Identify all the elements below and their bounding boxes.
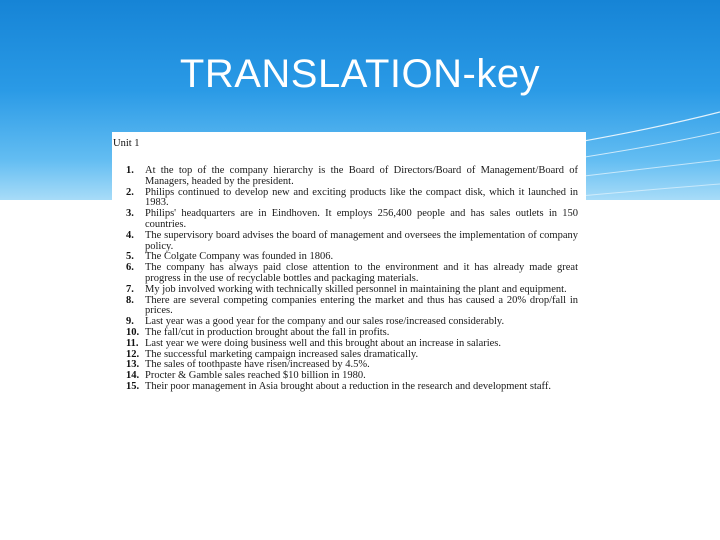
item-text: My job involved working with technically skilled personnel in maintaining the plant and equipment. (145, 283, 567, 295)
item-number: 2. (126, 186, 134, 198)
item-text: Their poor management in Asia brought about a reduction in the research and development staff. (145, 380, 551, 392)
item-text: The sales of toothpaste have risen/increased by 4.5%. (145, 359, 370, 371)
list-item (112, 263, 578, 285)
item-text: Philips' headquarters are in Eindhoven. It employs 256,400 people and has sales outlets in 150 countries. (145, 208, 578, 230)
unit-heading: Unit 1 (113, 138, 140, 149)
item-number: 11. (126, 337, 139, 349)
item-text: At the top of the company hierarchy is the Board of Directors/Board of Management/Board of Managers, headed by the president. (145, 165, 578, 187)
item-text: The supervisory board advises the board of management and oversees the implementation of company policy. (145, 229, 578, 252)
item-number: 15. (126, 380, 140, 392)
item-number: 12. (126, 348, 140, 360)
item-number: 7. (126, 283, 134, 295)
item-number: 13. (126, 359, 140, 371)
list-item (112, 382, 578, 393)
item-text: The fall/cut in production brought about the fall in profits. (145, 326, 390, 338)
list-item (112, 231, 578, 253)
scanned-document (112, 132, 586, 478)
item-number: 14. (126, 370, 140, 382)
item-text: There are several competing companies entering the market and thus has caused a 20% drop/fall in prices. (145, 294, 578, 317)
list-item (112, 166, 578, 188)
item-number: 5. (126, 251, 134, 263)
item-text: Philips continued to develop new and exciting products like the compact disk, which it launched in 1983. (145, 186, 578, 209)
item-number: 9. (126, 316, 134, 328)
list-item (112, 188, 578, 210)
list-item (112, 209, 578, 231)
item-number: 1. (126, 165, 134, 176)
item-number: 8. (126, 294, 134, 306)
item-text: The successful marketing campaign increased sales dramatically. (145, 348, 419, 360)
item-number: 3. (126, 208, 134, 220)
item-text: Procter & Gamble sales reached $10 billion in 1980. (145, 370, 366, 382)
item-text: Last year was a good year for the company and our sales rose/increased considerably. (145, 316, 505, 328)
item-text: The Colgate Company was founded in 1806. (145, 251, 334, 263)
item-number: 6. (126, 262, 134, 274)
list-item (112, 296, 578, 318)
item-text: Last year we were doing business well and this brought about an increase in salaries. (145, 337, 502, 349)
translation-list (112, 166, 578, 393)
item-number: 10. (126, 326, 140, 338)
item-number: 4. (126, 229, 134, 241)
item-text: The company has always paid close attention to the environment and it has already made great progress in the use of recyclable bottles and packaging materials. (145, 262, 578, 284)
slide-title: TRANSLATION-key (179, 52, 541, 96)
